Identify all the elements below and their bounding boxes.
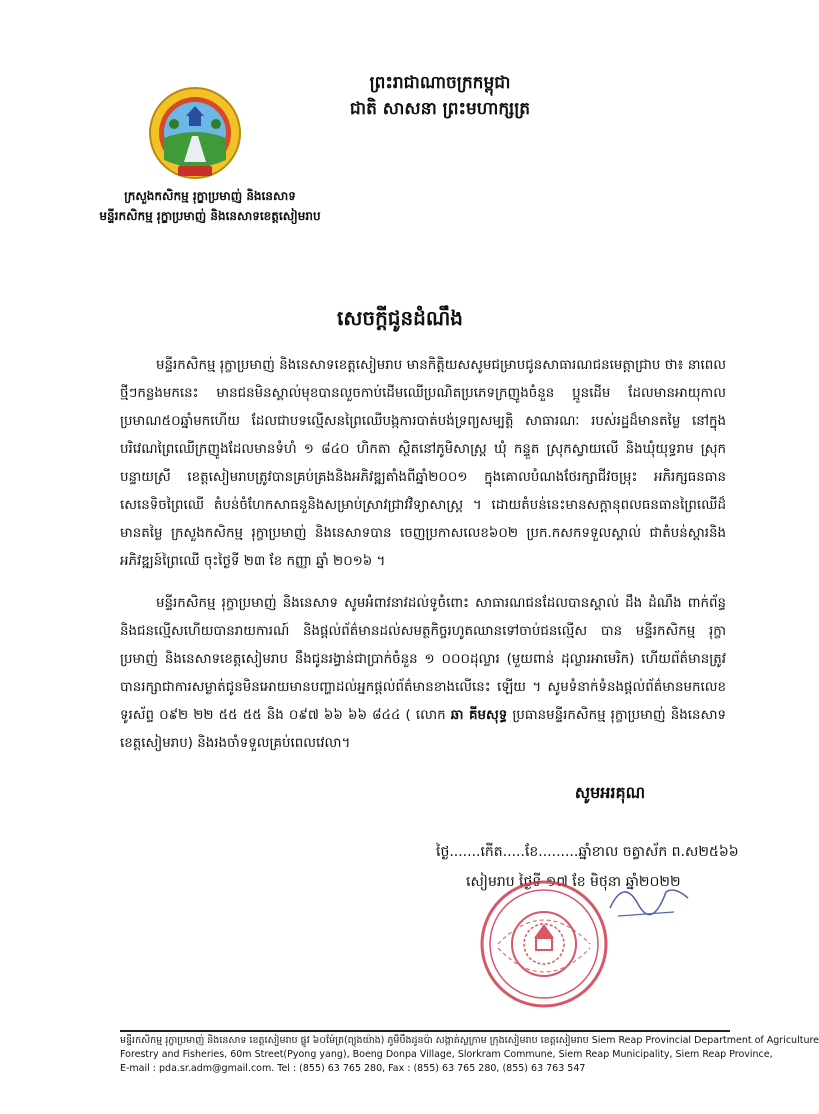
signature-icon	[604, 868, 694, 928]
ministry-logo-icon	[148, 86, 242, 180]
footer-address-line-en: Forestry and Fisheries, 60m Street(Pyong yang), Boeng Donpa Village, Slorkram Commune, Siem Reap Municipality, Siem Reap Province,	[120, 1049, 773, 1060]
document-title: សេចក្ដីជូនដំណឹង	[337, 306, 463, 330]
ministry-name: ក្រសួងកសិកម្ម រុក្ខាប្រមាញ់ និងនេសាទ	[124, 189, 296, 203]
national-motto	[300, 70, 580, 122]
contact-person-name: ឆា គីមសុទ្ធ	[450, 708, 508, 723]
footer-contact-line: E-mail : pda.sr.adm@gmail.com. Tel : (855) 63 765 280, Fax : (855) 63 765 280, (855) 63 763 547	[120, 1063, 586, 1074]
paragraph-2-ending: ប្រធានមន្ទីរកសិកម្ម រុក្ខាប្រមាញ់ និងនេសាទខេត្តសៀមរាប) និងរងចាំទទួលគ្រប់ពេលវេលា។	[120, 708, 726, 751]
department-name: មន្ទីរកសិកម្ម រុក្ខាប្រមាញ់ និងនេសាទខេត្តសៀមរាប	[99, 209, 321, 223]
paragraph-2	[120, 590, 726, 758]
ministry-names	[60, 186, 360, 226]
footer-address-line: មន្ទីរកសិកម្ម រុក្ខាប្រមាញ់ និងនេសាទ ខេត្តសៀមរាប ផ្លូវ ៦០ម៉ែត្រ(ព្យុងយ៉ាង) ភូមិបឹងដូនប៉ា សង្កាត់ស្លក្រាម ក្រុងសៀមរាប ខេត្តសៀមរាប Siem Reap Provincial Department of Agriculture	[120, 1035, 819, 1046]
paragraph-2-text: មន្ទីរកសិកម្ម រុក្ខាប្រមាញ់ និងនេសាទ សូមអំពាវនាវដល់ទូចំពោះ សាធារណជនដែលបានស្គាល់ ដឹង ដំណឹង ពាក់ព័ន្ធនិងជនល្មើសហើយបានរាយការណ៍ និងផ្តល់ព័ត៌មានដល់សមត្ថកិច្ចរហូតឈានទៅចាប់ជនល្មើស បាន មន្ទីរកសិកម្ម រុក្ខាប្រមាញ់ និងនេសាទខេត្តសៀមរាប នឹងជូនរង្វាន់ជាប្រាក់ចំនួន ១ ០០០ដុល្លារ (មួយពាន់ ដុល្លារអាមេរិក) ហើយព័ត៌មានត្រូវបានរក្សាជាការសម្ងាត់ជូនមិនអោយមានបញ្ហាដល់អ្នកផ្តល់ព័ត៌មានខាងលើនេះ ឡើយ ។ សូមទំនាក់ទំនងផ្តល់ព័ត៌មានមកលេខទូរស័ព្ទ ០៩២ ២២ ៥៥ ៥៥ និង ០៩៧ ៦៦ ៦៦ ៨៤៤ ( លោក	[120, 596, 726, 723]
paragraph-1: មន្ទីរកសិកម្ម រុក្ខាប្រមាញ់ និងនេសាទខេត្តសៀមរាប មានកិត្តិយសសូមជម្រាបជូនសាធារណជនមេត្តាជ្រាប ថា៖ នាពេលថ្មីៗកន្លងមកនេះ មានជនមិនស្គាល់មុខបានលួចកាប់ដើមឈើប្រណិតប្រភេទក្រញូងចំនួន ប្អូនដើម ដែលមានអាយុកាលប្រមាណ៥០ឆ្នាំមកហើយ ដែលជាបទល្មើសនព្រៃឈើបង្កការបាត់បង់ទ្រព្យសម្បត្តិ សាធារណៈ របស់រដ្ឋដ៏មានតម្លៃ នៅក្នុងបរិវេណព្រៃឈើក្រញូងដែលមានទំហំ ១ ៨៤០ ហិកតា ស្ថិតនៅភូមិសាស្ត្រ ឃុំ កន្ទួត ស្រុកស្វាយលើ និងឃុំយុទ្ធរាម ស្រុក បន្ទាយស្រី ខេត្តសៀមរាបត្រូវបានគ្រប់គ្រងនិងអភិវឌ្ឍតាំងពីឆ្នាំ២០០១ ក្នុងគោលបំណងថែរក្សាជីវចម្រុះ អភិរក្សធនធានសេនេទិចព្រៃឈើ តំបន់ចំហែកសាធនួនិងសម្រាប់ស្រាវជ្រាវវិទ្យាសាស្ត្រ ។ ដោយតំបន់នេះមានសក្ដានុពលធនធានព្រៃឈើដ៏មានតម្លៃ ក្រសួងកសិកម្ម រុក្ខាប្រមាញ់ និងនេសាទបាន ចេញប្រកាសលេខ៦០២ ប្រក.កសកទទួលស្គាល់ ជាតំបន់ស្តារនិងអភិវឌ្ឍន៍ព្រៃឈើ ចុះថ្ងៃទី ២៣ ខែ កញ្ញា ឆ្នាំ ២០១៦ ។	[120, 358, 726, 569]
nation-religion-king: ជាតិ សាសនា ព្រះមហាក្សត្រ	[349, 99, 531, 119]
lunar-date: ថ្ងៃ.......កើត.....ខែ.........ឆ្នាំខាល ចត្វាស័ក ព.ស២៥៦៦	[436, 844, 739, 860]
footer-divider	[120, 1030, 730, 1032]
footer	[120, 1034, 819, 1076]
document-body	[120, 352, 726, 758]
kingdom-title: ព្រះរាជាណាចក្រកម្ពុជា	[369, 73, 511, 93]
official-seal-icon	[478, 878, 610, 1010]
closing-thanks: សូមអរគុណ	[574, 783, 646, 802]
solar-date: សៀមរាប ថ្ងៃទី ១៧ ខែ មិថុនា ឆ្នាំ២០២២	[466, 874, 681, 890]
